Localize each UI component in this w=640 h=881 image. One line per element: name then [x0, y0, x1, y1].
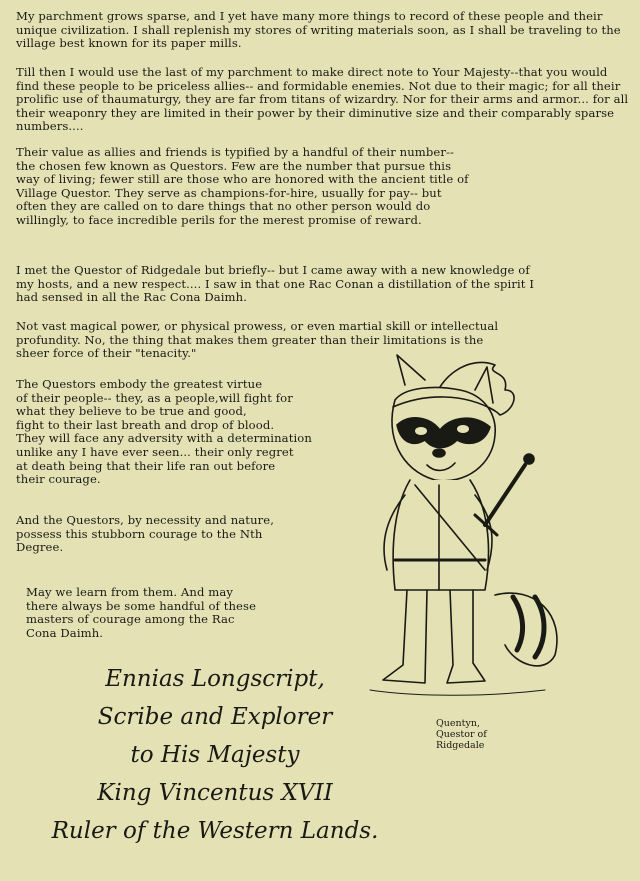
paragraph-allies: Till then I would use the last of my parchment to make direct note to Your Majesty--that you would find these people to be priceless allies-- and formidable enemies. Not due to their magic; for all their prolific use of thaumaturgy, they are far from titans of wizardry. Nor for their arms and armor... for all their weaponry they are limited in their power by their diminutive size and their comparably sparse numbers....	[16, 65, 629, 134]
signature-block: Ennias Longscript, Scribe and Explorer to His Majesty King Vincentus XVII Ruler of the Western Lands.	[51, 666, 379, 844]
paragraph-parchment: My parchment grows sparse, and I yet have many more things to record of these people and their unique civilization. I shall replenish my stores of writing materials soon, as I shall be traveling to the village best known for its paper mills.	[16, 9, 621, 51]
paragraph-tenacity: Not vast magical power, or physical prowess, or even martial skill or intellectual profundity. No, the thing that makes them greater than their limitations is the sheer force of their "tenacity."	[16, 319, 499, 361]
illustration-caption: Quentyn, Questor of Ridgedale	[436, 718, 487, 751]
paragraph-virtue: The Questors embody the greatest virtue of their people-- they, as a people,will fight for what they believe to be true and good, fight to their last breath and drop of blood. They will face any adversity with a determination unlike any I have ever seen... their only regret at death being that their life ran out before their courage.	[16, 377, 312, 487]
paragraph-ridgedale: I met the Questor of Ridgedale but briefly-- but I came away with a new knowledge of my hosts, and a new respect.... I saw in that one Rac Conan a distillation of the spirit I had sensed in all the Rac Cona Daimh.	[16, 263, 535, 305]
paragraph-questors: Their value as allies and friends is typified by a handful of their number-- the chosen few known as Questors. Few are the number that pursue this way of living; fewer still are those who are honored with the ancient title of Village Questor. They serve as champions-for-hire, usually for pay-- but often they are called on to dare things that no other person would do willingly, to face incredible perils for the merest promise of reward.	[16, 145, 469, 227]
paragraph-nth-degree: And the Questors, by necessity and nature, possess this stubborn courage to the Nth Degree.	[16, 513, 275, 555]
questor-illustration	[335, 345, 590, 715]
paragraph-learn: May we learn from them. And may there always be some handful of these masters of courage among the Rac Cona Daimh.	[26, 585, 257, 640]
